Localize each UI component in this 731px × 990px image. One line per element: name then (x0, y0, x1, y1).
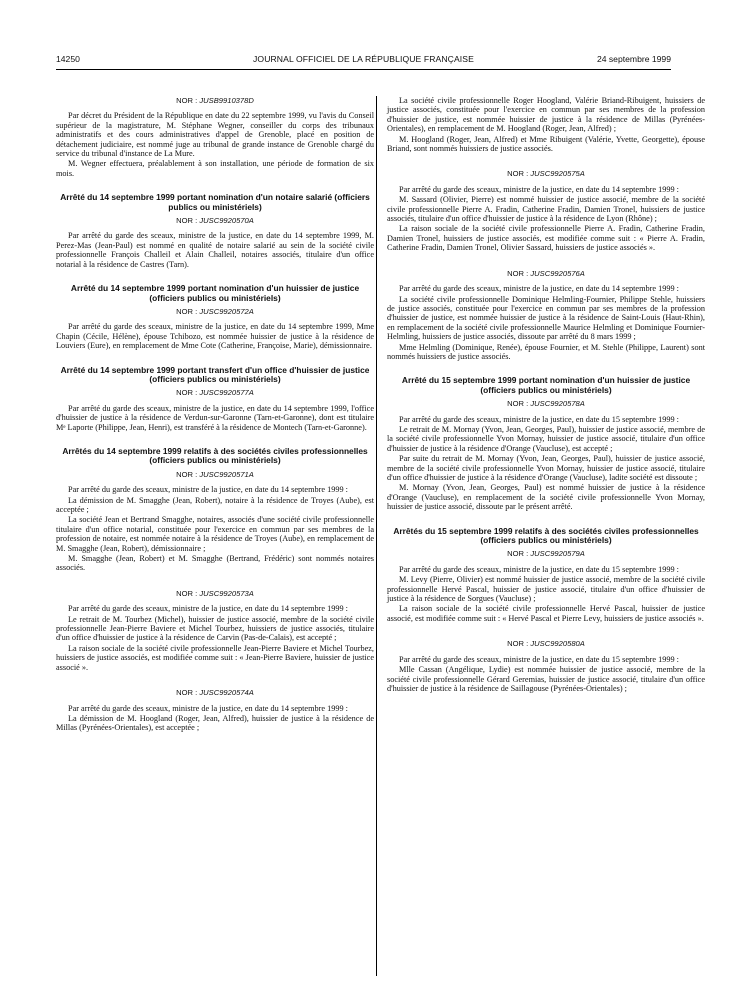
right-column (387, 96, 705, 694)
decree-heading: Arrêté du 14 septembre 1999 portant nomination d'un notaire salarié (officiers publics ou ministériels) (60, 192, 370, 212)
body-paragraph: Par suite du retrait de M. Mornay (Yvon, Jean, Georges, Paul), huissier de justice associé, membre de la société civile professionnelle Yvon Mornay, huissier de justice associé, titulaire d'un office d'huissier de justice à la résidence d'Orange (Vaucluse), ladite société est dissoute ; (387, 454, 705, 482)
body-paragraph: La société Jean et Bertrand Smagghe, notaires, associés d'une société civile professionnelle titulaire d'un office notarial, constituée pour l'exercice en commun par ses membres de la profession de notaire, est nommée notaire à la résidence de Troyes (Aube), en remplacement de M. Smagghe (Jean, Robert), démissionnaire ; (56, 515, 374, 553)
body-paragraph: Par arrêté du garde des sceaux, ministre de la justice, en date du 14 septembre 1999 : (68, 703, 348, 713)
left-column (56, 96, 374, 734)
section-spacer (387, 254, 705, 269)
publication-date: 24 septembre 1999 (596, 54, 671, 64)
nor-code: JUSC9920575A (530, 169, 585, 179)
nor-label: NOR : (176, 588, 198, 598)
decree-heading: Arrêté du 14 septembre 1999 portant nomination d'un huissier de justice (officiers publics ou ministériels) (70, 283, 360, 303)
nor-reference (56, 216, 374, 225)
nor-reference (56, 388, 374, 397)
nor-label: NOR : (507, 549, 529, 559)
body-paragraph: Le retrait de M. Tourbez (Michel), huissier de justice associé, membre de la société civile professionnelle Jean-Pierre Baviere et Michel Tourbez, huissiers de justice associés, titulaire d'un office d'huissier de justice à la résidence de Carvin (Pas-de-Calais), est accepté ; (56, 614, 374, 643)
page-number: 14250 (56, 54, 80, 64)
body-paragraph: M. Mornay (Yvon, Jean, Georges, Paul) est nommé huissier de justice à la résidence d'Orange (Vaucluse), en remplacement de la société civile professionnelle Yvon Mornay, huissier de justice associé, dissoute par le présent arrêté. (387, 483, 705, 512)
nor-code: JUSC9920570A (199, 216, 254, 226)
body-paragraph: Par arrêté du garde des sceaux, ministre de la justice, en date du 15 septembre 1999 : (399, 414, 679, 424)
nor-code: JUSC9920580A (530, 639, 585, 649)
body-paragraph: La démission de M. Smagghe (Jean, Robert), notaire à la résidence de Troyes (Aube), est acceptée ; (56, 495, 374, 514)
section-spacer (387, 624, 705, 639)
body-paragraph: La raison sociale de la société civile professionnelle Jean-Pierre Baviere et Michel Tourbez, huissiers de justice associés, est modifiée comme suit : « Jean-Pierre Baviere, huissier de justice associé ». (56, 643, 374, 672)
body-paragraph: Par arrêté du garde des sceaux, ministre de la justice, en date du 14 septembre 1999, M. Perez-Mas (Jean-Paul) est nommé en qualité de notaire salarié au sein de la société civile professionnelle François Challeil et Alain Challeil, notaires associés, titulaire d'un office notarial à la résidence de Castres (Tarn). (56, 231, 374, 269)
decree-heading: Arrêtés du 14 septembre 1999 relatifs à des sociétés civiles professionnelles (officiers publics ou ministériels) (62, 445, 368, 466)
nor-code: JUSC9920576A (530, 268, 585, 278)
nor-label: NOR : (507, 639, 529, 649)
nor-reference (56, 96, 374, 105)
body-paragraph: Par arrêté du garde des sceaux, ministre de la justice, en date du 15 septembre 1999 : (399, 564, 679, 574)
nor-code: JUSC9920571A (199, 469, 254, 479)
nor-code: JUSC9920578A (530, 399, 585, 409)
nor-reference (387, 269, 705, 278)
column-divider (376, 96, 377, 976)
nor-reference (56, 589, 374, 598)
body-paragraph: Par arrêté du garde des sceaux, ministre de la justice, en date du 14 septembre 1999, l'office d'huissier de justice à la résidence de Verdun-sur-Garonne (Tarn-et-Garonne), dont est titulaire Mᵉ Laporte (Philippe, Jean, Henri), est transféré à la résidence de Montech (Tarn-et-Garonne). (56, 403, 374, 432)
body-paragraph: La démission de M. Hoogland (Roger, Jean, Alfred), huissier de justice à la résidence de Millas (Pyrénées-Orientales), est acceptée ; (56, 713, 374, 733)
body-paragraph: Par décret du Président de la République en date du 22 septembre 1999, vu l'avis du Conseil supérieur de la magistrature, M. Stéphane Wegner, conseiller du corps des tribunaux administratifs et des cours administratives d'appel de Grenoble, placé en position de détachement judiciaire, est nommé juge au tribunal de grande instance de Grenoble chargé du service du tribunal d'instance de La Mure. (56, 111, 374, 159)
nor-reference (56, 470, 374, 479)
body-paragraph: Par arrêté du garde des sceaux, ministre de la justice, en date du 14 septembre 1999, Mme Chapin (Cécile, Hélène), épouse Tchibozo, est nommée huissier de justice à la résidence de Louviers (Eure), en remplacement de Mme Cote (Catherine, Françoise, Marie), démissionnaire. (56, 322, 374, 351)
nor-label: NOR : (176, 388, 198, 398)
body-paragraph: Par arrêté du garde des sceaux, ministre de la justice, en date du 14 septembre 1999 : (68, 604, 348, 614)
nor-label: NOR : (507, 169, 529, 179)
nor-code: JUSC9920579A (530, 549, 585, 559)
body-paragraph: M. Wegner effectuera, préalablement à son installation, une période de formation de six mois. (56, 159, 374, 178)
nor-reference (56, 307, 374, 316)
section-spacer (56, 574, 374, 589)
body-paragraph: Mlle Cassan (Angélique, Lydie) est nommée huissier de justice associé, membre de la société civile professionnelle Gérard Geremias, huissier de justice associé, titulaire d'un office d'huissier de justice à la résidence de Saillagouse (Pyrénées-Orientales) ; (387, 665, 705, 693)
body-paragraph: La raison sociale de la société civile professionnelle Pierre A. Fradin, Catherine Fradin, Damien Tronel, huissiers de justice associés, est modifiée comme suit : « Pierre A. Fradin, Catherine Fradin, Damien Tronel, Olivier Sassard, huissiers de justice associés ». (387, 224, 705, 253)
decree-heading: Arrêté du 15 septembre 1999 portant nomination d'un huissier de justice (officiers publics ou ministériels) (401, 375, 691, 395)
nor-reference (387, 399, 705, 408)
nor-code: JUSC9920572A (199, 306, 254, 316)
body-paragraph: La raison sociale de la société civile professionnelle Hervé Pascal, huissier de justice associé, est modifiée comme suit : « Hervé Pascal et Pierre Levy, huissiers de justice associés ». (387, 604, 705, 623)
section-spacer (56, 673, 374, 688)
body-paragraph: La société civile professionnelle Roger Hoogland, Valérie Briand-Ribuigent, huissiers de justice associés, constituée pour l'exercice en commun par ses membres de la profession d'huissier de justice, est nommée huissier de justice à la résidence de Millas (Pyrénées-Orientales), en remplacement de M. Hoogland (Roger, Jean, Alfred) ; (387, 96, 705, 134)
body-paragraph: Mme Helmling (Dominique, Renée), épouse Fournier, et M. Stehle (Philippe, Laurent) sont nommés huissiers de justice associés. (387, 342, 705, 361)
page-header (56, 53, 671, 70)
section-spacer (387, 154, 705, 169)
decree-heading: Arrêté du 14 septembre 1999 portant transfert d'un office d'huissier de justice (officiers publics ou ministériels) (60, 364, 370, 384)
nor-code: JUSC9920574A (199, 688, 254, 698)
nor-reference (387, 549, 705, 558)
body-paragraph: Par arrêté du garde des sceaux, ministre de la justice, en date du 14 septembre 1999 : (399, 284, 679, 294)
body-paragraph: La société civile professionnelle Dominique Helmling-Fournier, Philippe Stehle, huissiers de justice associés, constituée pour l'exercice en commun par ses membres de la profession d'huissier de justice, est nommée huissier de justice à la résidence de Saint-Louis (Haut-Rhin), en remplacement de la société civile professionnelle Maurice Helmling et Dominique Fournier-Helmling, huissiers de justice associés, dissoute par arrêté du 8 mars 1999 ; (387, 294, 705, 342)
nor-label: NOR : (507, 268, 529, 278)
nor-label: NOR : (507, 399, 529, 409)
nor-label: NOR : (176, 216, 198, 226)
journal-title: JOURNAL OFFICIEL DE LA RÉPUBLIQUE FRANÇAISE (253, 54, 474, 64)
body-paragraph: M. Smagghe (Jean, Robert) et M. Smagghe (Bertrand, Frédéric) sont nommés notaires associés. (56, 554, 374, 573)
body-paragraph: M. Levy (Pierre, Olivier) est nommé huissier de justice associé, membre de la société civile professionnelle Hervé Pascal, huissier de justice associé, titulaire d'un office d'huissier de justice à la résidence de Sorgues (Vaucluse) ; (387, 575, 705, 604)
decree-heading: Arrêtés du 15 septembre 1999 relatifs à des sociétés civiles professionnelles (officiers publics ou ministériels) (393, 525, 699, 546)
body-paragraph: M. Sassard (Olivier, Pierre) est nommé huissier de justice associé, membre de la société civile professionnelle Pierre A. Fradin, Catherine Fradin, Damien Tronel, huissiers de justice associés, titulaire d'un office d'huissier de justice à la résidence de Lyon (Rhône) ; (387, 195, 705, 224)
nor-reference (56, 688, 374, 697)
body-paragraph: Le retrait de M. Mornay (Yvon, Jean, Georges, Paul), huissier de justice associé, membre de la société civile professionnelle Yvon Mornay, huissier de justice associé, titulaire d'un office d'huissier de justice à la résidence d'Orange (Vaucluse), est accepté ; (387, 424, 705, 453)
nor-code: JUSC9920573A (199, 588, 254, 598)
nor-label: NOR : (176, 306, 198, 316)
body-paragraph: M. Hoogland (Roger, Jean, Alfred) et Mme Ribuigent (Valérie, Yvette, Georgette), épouse Briand, sont nommés huissiers de justice associés. (387, 134, 705, 154)
nor-label: NOR : (176, 96, 198, 105)
body-paragraph: Par arrêté du garde des sceaux, ministre de la justice, en date du 14 septembre 1999 : (399, 184, 679, 194)
nor-code: JUSB9910378D (199, 96, 254, 105)
nor-label: NOR : (176, 688, 198, 698)
nor-reference (387, 169, 705, 178)
body-paragraph: Par arrêté du garde des sceaux, ministre de la justice, en date du 15 septembre 1999 : (399, 654, 679, 664)
nor-label: NOR : (176, 469, 198, 479)
nor-code: JUSC9920577A (199, 388, 254, 398)
body-paragraph: Par arrêté du garde des sceaux, ministre de la justice, en date du 14 septembre 1999 : (68, 485, 348, 495)
nor-reference (387, 639, 705, 648)
